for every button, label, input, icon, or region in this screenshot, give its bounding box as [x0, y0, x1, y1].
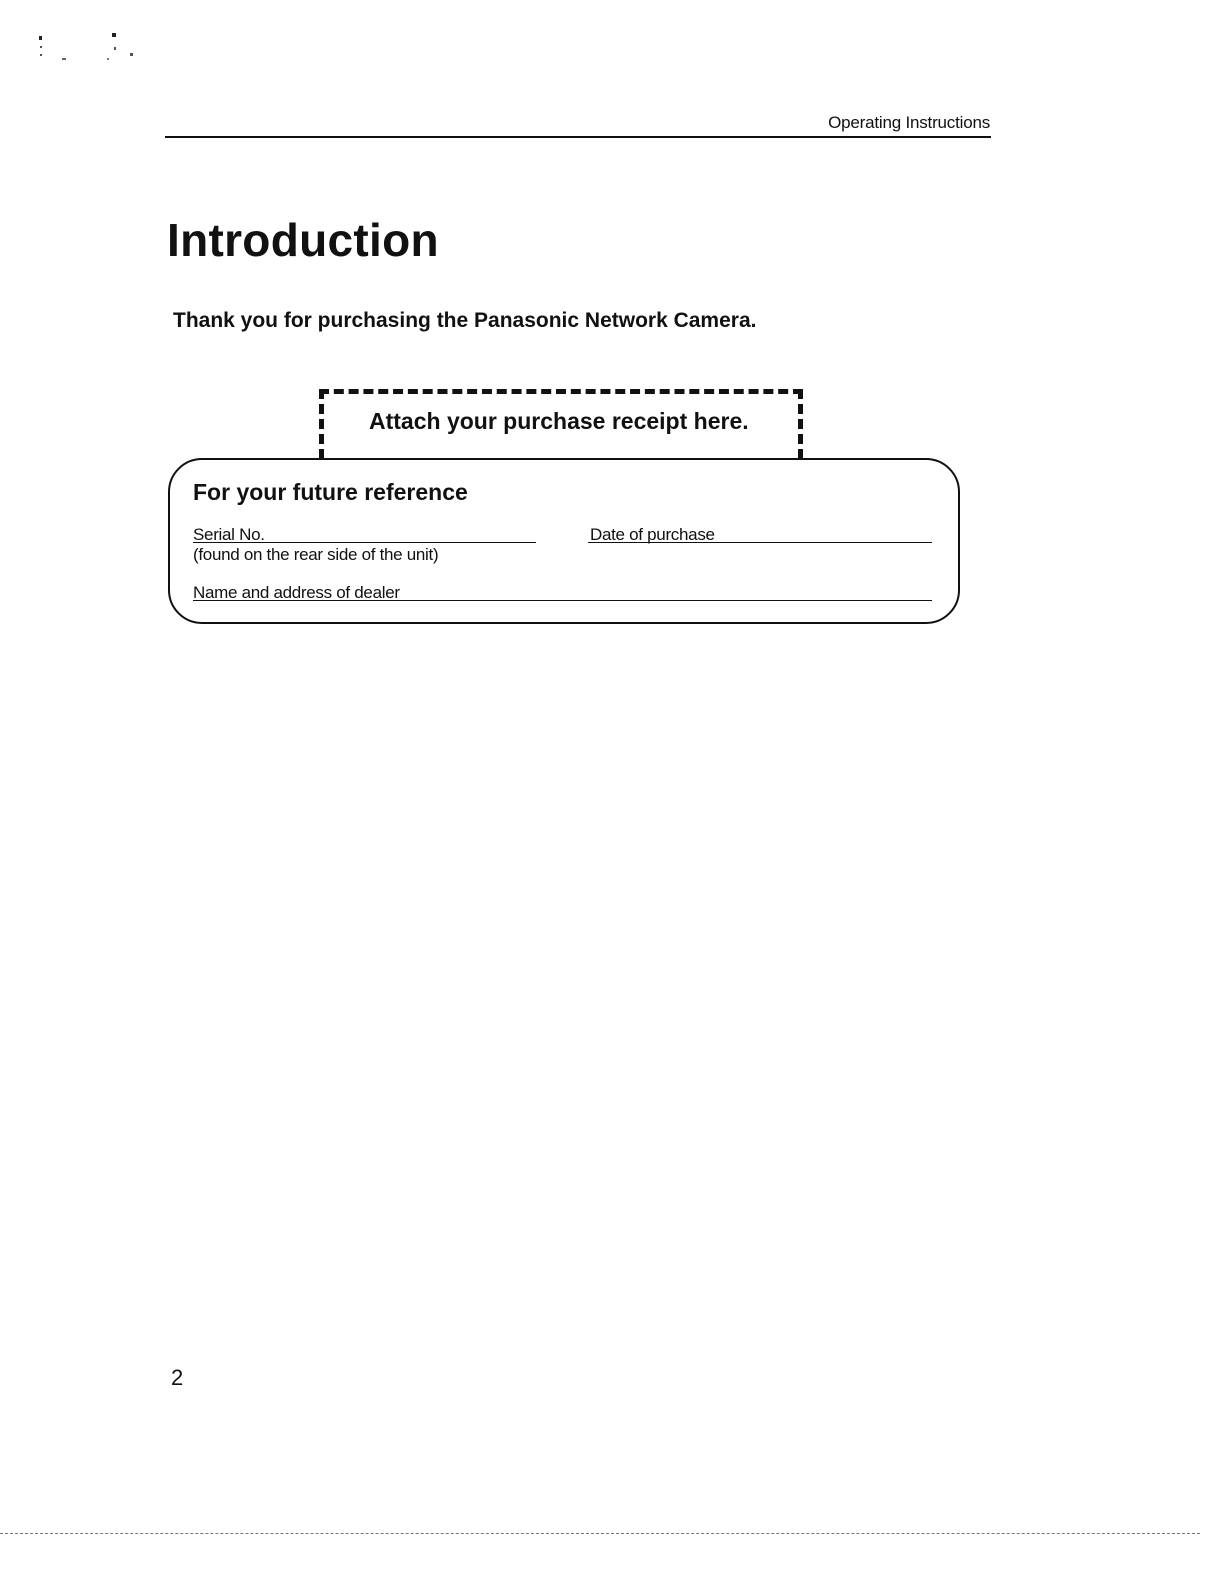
date-of-purchase-label: Date of purchase — [590, 525, 715, 544]
dealer-line — [193, 600, 932, 601]
dealer-label: Name and address of dealer — [193, 583, 400, 602]
scan-artifact-marks — [36, 30, 146, 75]
serial-number-line — [193, 542, 536, 543]
document-header-label: Operating Instructions — [828, 113, 990, 132]
serial-number-label: Serial No. — [193, 525, 265, 544]
bottom-scan-edge — [0, 1533, 1200, 1534]
receipt-attach-text: Attach your purchase receipt here. — [369, 408, 749, 434]
page-title: Introduction — [167, 214, 439, 266]
date-of-purchase-line — [588, 542, 932, 543]
page-number: 2 — [171, 1365, 184, 1390]
header-divider — [165, 136, 991, 138]
intro-text: Thank you for purchasing the Panasonic Network Camera. — [173, 309, 757, 332]
future-reference-title: For your future reference — [193, 479, 468, 505]
serial-number-note: (found on the rear side of the unit) — [193, 545, 439, 564]
